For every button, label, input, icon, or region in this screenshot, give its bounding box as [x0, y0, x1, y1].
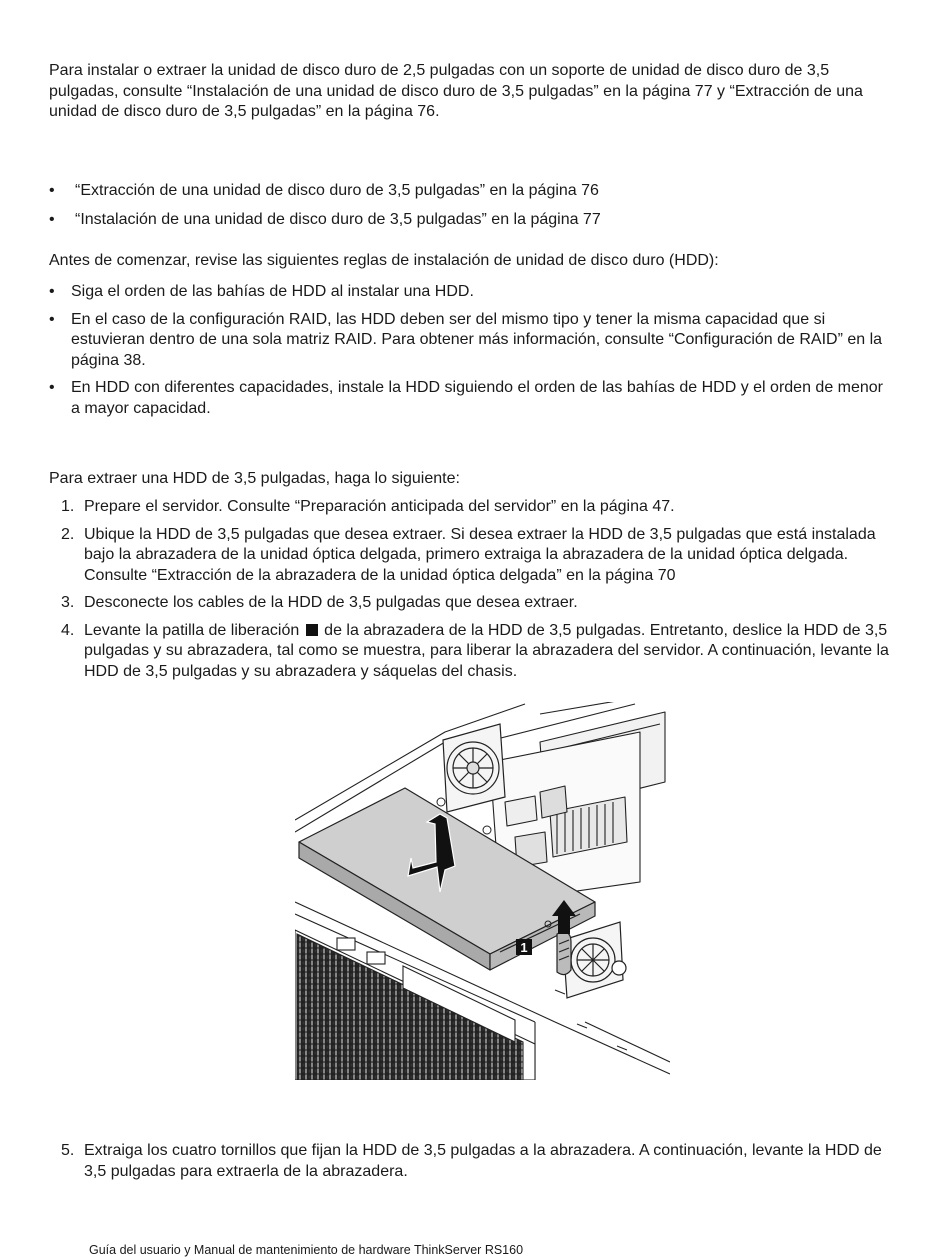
- step-number: 1.: [61, 498, 75, 515]
- step-text-before: Levante la patilla de liberación: [84, 621, 300, 639]
- related-link-remove[interactable]: “Extracción de una unidad de disco duro de 3,5 pulgadas” en la página 76: [75, 182, 599, 199]
- step-item: [49, 593, 889, 614]
- svg-text:1: 1: [520, 940, 528, 955]
- step-text-after: de la abrazadera de la HDD de 3,5 pulgadas. Entretanto, deslice la HDD de 3,5 pulgadas y su abrazadera, tal como se muestra, para liberar la abrazadera del servidor. A continuación, levante la HDD de 3,5 pulgadas y su abrazadera y sáquelas del chasis.: [84, 621, 889, 680]
- step-number: 2.: [61, 525, 75, 543]
- step-text: Prepare el servidor. Consulte “Preparación anticipada del servidor” en la página 47.: [84, 498, 675, 515]
- release-lever-icon: [557, 932, 571, 974]
- step-number: 3.: [61, 594, 75, 611]
- step-text: Desconecte los cables de la HDD de 3,5 pulgadas que desea extraer.: [84, 594, 578, 611]
- intro-paragraph: Para instalar o extraer la unidad de disco duro de 2,5 pulgadas con un soporte de unidad de disco duro de 3,5 pulgadas, consulte “Instalación de una unidad de disco duro de 3,5 pulgadas” en la página 77 y “Extracción de una unidad de disco duro de 3,5 pulgadas” en la página 76.: [49, 62, 863, 120]
- callout-marker-icon: [306, 624, 318, 636]
- rule-text: En el caso de la configuración RAID, las HDD deben ser del mismo tipo y tener la misma capacidad que si estuvieran dentro de una sola matriz RAID. Para obtener más información, consulte “Configuración de RAID” en la página 38.: [71, 310, 883, 369]
- rules-intro: Antes de comenzar, revise las siguientes reglas de instalación de unidad de disco duro (HDD):: [49, 252, 719, 269]
- callout-label: [516, 939, 532, 955]
- step-number: 4.: [61, 621, 75, 639]
- step-item: [49, 621, 889, 683]
- list-item: • Siga el orden de las bahías de HDD al instalar una HDD.: [49, 283, 474, 300]
- step-number: 5.: [61, 1142, 75, 1159]
- step-text: Ubique la HDD de 3,5 pulgadas que desea extraer. Si desea extraer la HDD de 3,5 pulgadas que está instalada bajo la abrazadera de la unidad óptica delgada, primero extraiga la abrazadera de la unidad óptica delgada. Consulte “Extracción de la abrazadera de la unidad óptica delgada” en la página 70: [84, 525, 876, 584]
- list-item: • En el caso de la configuración RAID, las HDD deben ser del mismo tipo y tener la misma capacidad que si estuvieran dentro de una sola matriz RAID. Para obtener más información, consulte “Configuración de RAID” en la página 38.: [49, 310, 883, 369]
- list-item[interactable]: • “Instalación de una unidad de disco duro de 3,5 pulgadas” en la página 77: [49, 210, 601, 228]
- rules-list: [49, 282, 889, 419]
- procedure-steps-continued: [49, 1141, 889, 1182]
- list-item: • En HDD con diferentes capacidades, instale la HDD siguiendo el orden de las bahías de HDD y el orden de menor a mayor capacidad.: [49, 379, 884, 417]
- step-text: Extraiga los cuatro tornillos que fijan la HDD de 3,5 pulgadas a la abrazadera. A continuación, levante la HDD de 3,5 pulgadas para extraerla de la abrazadera.: [84, 1142, 882, 1180]
- rule-text: Siga el orden de las bahías de HDD al instalar una HDD.: [71, 283, 474, 300]
- related-links-list: [49, 181, 889, 230]
- step-item: [49, 497, 889, 518]
- related-link-install[interactable]: “Instalación de una unidad de disco duro de 3,5 pulgadas” en la página 77: [75, 210, 601, 228]
- hdd-removal-illustration: [295, 702, 670, 1080]
- list-item[interactable]: • “Extracción de una unidad de disco duro de 3,5 pulgadas” en la página 76: [49, 182, 599, 199]
- step-item: [49, 525, 889, 587]
- page-footer: Guía del usuario y Manual de mantenimiento de hardware ThinkServer RS160: [89, 1243, 524, 1257]
- rear-fan-icon: [443, 724, 505, 812]
- procedure-intro: Para extraer una HDD de 3,5 pulgadas, haga lo siguiente:: [49, 470, 460, 487]
- rule-text: En HDD con diferentes capacidades, instale la HDD siguiendo el orden de las bahías de HDD y el orden de menor a mayor capacidad.: [71, 379, 884, 417]
- step-item: [49, 1141, 889, 1182]
- procedure-steps: [49, 497, 889, 682]
- front-fan-icon: [563, 922, 626, 998]
